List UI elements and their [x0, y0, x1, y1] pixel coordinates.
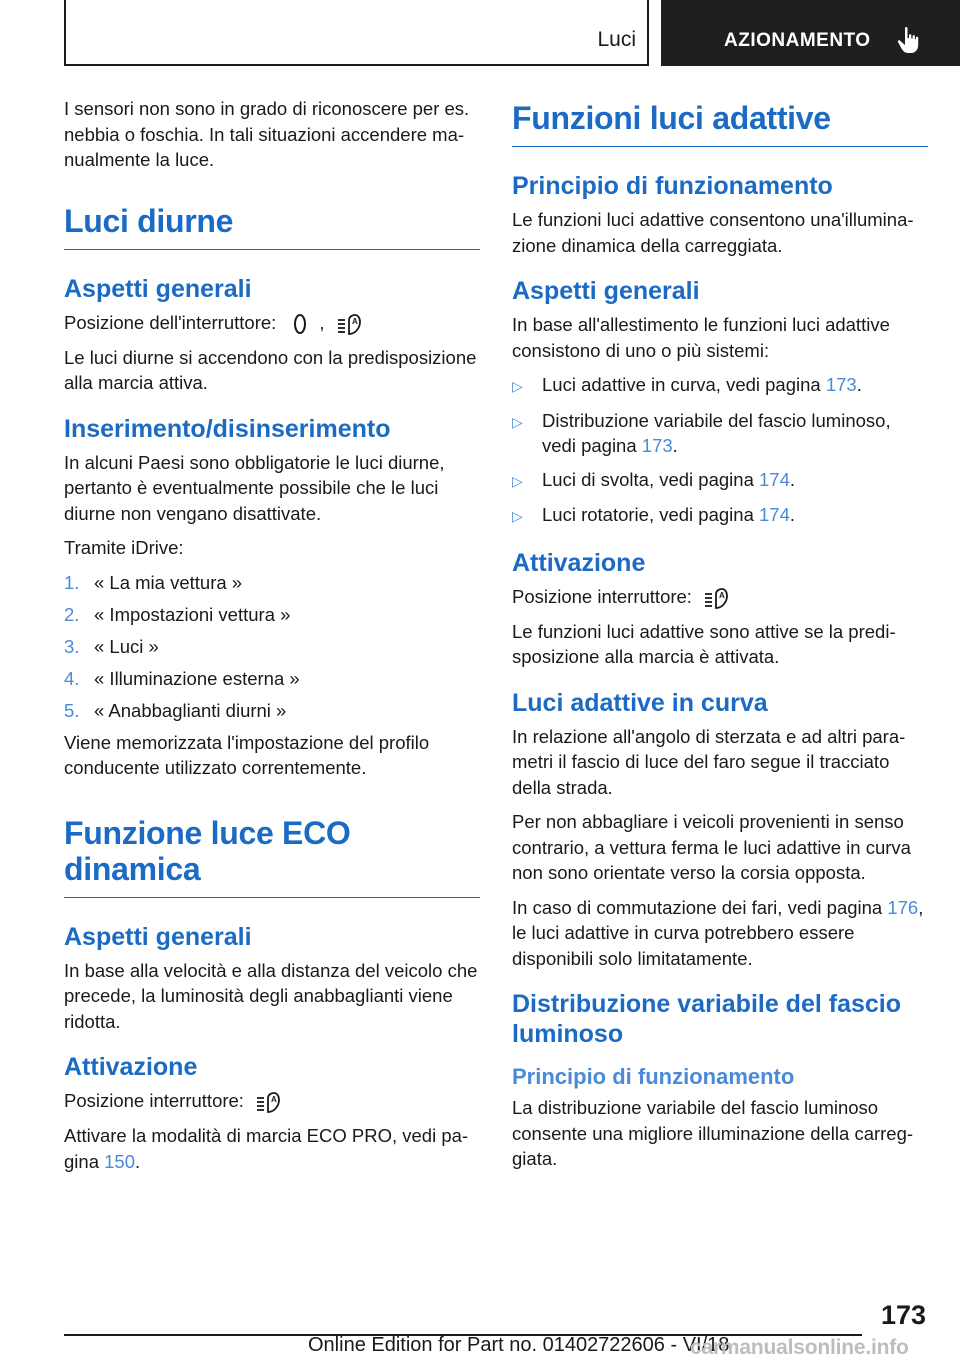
distribuzione-text: La distribuzione variabile del fascio luminoso consente una migliore illuminazione della carreggiata. [512, 1097, 914, 1170]
footer-watermark: carmanualsonline.info [690, 1336, 909, 1359]
heading-luci-diurne: Luci diurne [64, 203, 480, 250]
heading-right-aspetti: Aspetti generali [512, 277, 700, 305]
triangle-bullet-icon: ▷ [512, 472, 523, 489]
principio-text: Le funzioni luci adattive consentono una'illuminazione dinamica della carreggiata. [512, 209, 914, 256]
heading-inserimento: Inserimento/disinserimento [64, 414, 391, 443]
auto-light-icon [336, 312, 362, 336]
heading-funzioni-luci-adattive: Funzioni luci adattive [512, 100, 928, 147]
profile-note: Viene memorizzata l'impostazione del profilo conducente utilizzato correntemente. [64, 731, 430, 779]
switch-position-line [64, 310, 480, 336]
idrive-steps-list [64, 570, 480, 724]
list-item: ▷ Luci adattive in curva, vedi pagina 173. [512, 372, 928, 400]
heading-aspetti-generali: Aspetti generali [64, 274, 252, 303]
inserimento-paragraph: In alcuni Paesi sono obbligatorie le luci diurne, pertanto è eventualmente possibile che le luci diurne non vengano disattivate. [64, 451, 445, 524]
curva-p3: In caso di commutazione dei fari, vedi pagina 176, le luci adattive in curva potrebbero essere disponibili solo limitatamente. [512, 896, 924, 969]
heading-distribuzione-principio: Principio di funzionamento [512, 1064, 795, 1090]
footer-edition: Online Edition for Part no. 01402722606 - VI/18 [308, 1334, 730, 1356]
triangle-bullet-icon: ▷ [512, 508, 523, 524]
switch-separator: , [319, 311, 325, 333]
eco-switch-line [64, 1088, 480, 1114]
heading-luci-curva: Luci adattive in curva [512, 688, 768, 717]
luci-diurne-description: Le luci diurne si accendono con la predisposizione alla marcia attiva. [64, 346, 477, 394]
list-item: 1. « La mia vettura » [64, 571, 243, 593]
list-item: 3. « Luci » [64, 635, 159, 657]
header-frame [64, 0, 649, 66]
list-item: ▷ Luci di svolta, vedi pagina 174. [512, 467, 928, 495]
heading-eco-aspetti: Aspetti generali [64, 922, 252, 951]
adaptive-systems-list [512, 372, 928, 530]
page-link[interactable]: 173 [641, 435, 673, 456]
eco-description: In base alla velocità e alla distanza del veicolo che precede, la luminosità degli anabbaglianti viene ridotta. [64, 959, 478, 1032]
heading-right-attivazione: Attivazione [512, 548, 646, 577]
right-switch-label: Posizione interruttore: [512, 585, 692, 607]
header-chapter-tab [661, 0, 960, 66]
svg-text:A: A [719, 590, 725, 600]
auto-light-icon [703, 586, 729, 610]
intro-paragraph: I sensori non sono in grado di riconoscere per es. nebbia o foschia. In tali situazioni accendere manualmente la luce. [64, 98, 470, 170]
list-item: ▷ Luci rotatorie, vedi pagina 174. [512, 502, 928, 530]
heading-eco-attivazione: Attivazione [64, 1053, 198, 1082]
eco-switch-label: Posizione interruttore: [64, 1090, 244, 1112]
right-switch-line [512, 584, 928, 610]
page-link[interactable]: 173 [825, 374, 857, 395]
list-item: 2. « Impostazioni vettura » [64, 603, 291, 625]
list-item: 5. « Anabbaglianti diurni » [64, 699, 287, 721]
page-number: 173 [881, 1300, 927, 1330]
eco-activation-text: Attivare la modalità di marcia ECO PRO, vedi pagina 150. [64, 1125, 469, 1172]
triangle-bullet-icon: ▷ [512, 413, 523, 430]
left-column [64, 96, 480, 1183]
page-link-150[interactable]: 150 [104, 1150, 135, 1172]
right-column [512, 96, 928, 1181]
hand-pointer-icon [896, 26, 922, 54]
switch-position-label: Posizione dell'interruttore: [64, 311, 277, 333]
auto-light-icon [255, 1090, 281, 1114]
svg-text:A: A [351, 316, 358, 326]
heading-principio: Principio di funzionamento [512, 172, 833, 200]
light-switch-off-icon [287, 312, 313, 336]
right-attivazione-text: Le funzioni luci adattive sono attive se la predisposizione alla marcia è attivata. [512, 620, 896, 668]
list-item: 4. « Illuminazione esterna » [64, 667, 300, 689]
svg-text:A: A [271, 1095, 277, 1105]
heading-funzione-eco: Funzione luce ECO dinamica [64, 815, 480, 898]
header-section-title: Luci [597, 28, 636, 51]
curva-p2: Per non abbagliare i veicoli provenienti in senso contrario, a vettura ferma le luci adattive in curva non sono orientate verso la corsia opposta. [512, 811, 911, 884]
header-chapter-label: AZIONAMENTO [724, 30, 871, 51]
page-link-176[interactable]: 176 [887, 896, 919, 918]
page-link[interactable]: 174 [759, 468, 790, 490]
list-item: ▷ Distribuzione variabile del fascio luminoso, vedi pagina 173. [512, 408, 928, 459]
page-link[interactable]: 174 [759, 504, 790, 525]
triangle-bullet-icon: ▷ [512, 378, 523, 394]
idrive-label: Tramite iDrive: [64, 537, 184, 559]
heading-distribuzione: Distribuzione variabile del fascio luminoso [512, 990, 902, 1049]
right-aspetti-text: In base all'allestimento le funzioni luci adattive consistono di uno o più sistemi: [512, 314, 890, 361]
curva-p1: In relazione all'angolo di sterzata e ad altri parametri il fascio di luce del faro segue il tracciato della strada. [512, 725, 906, 798]
